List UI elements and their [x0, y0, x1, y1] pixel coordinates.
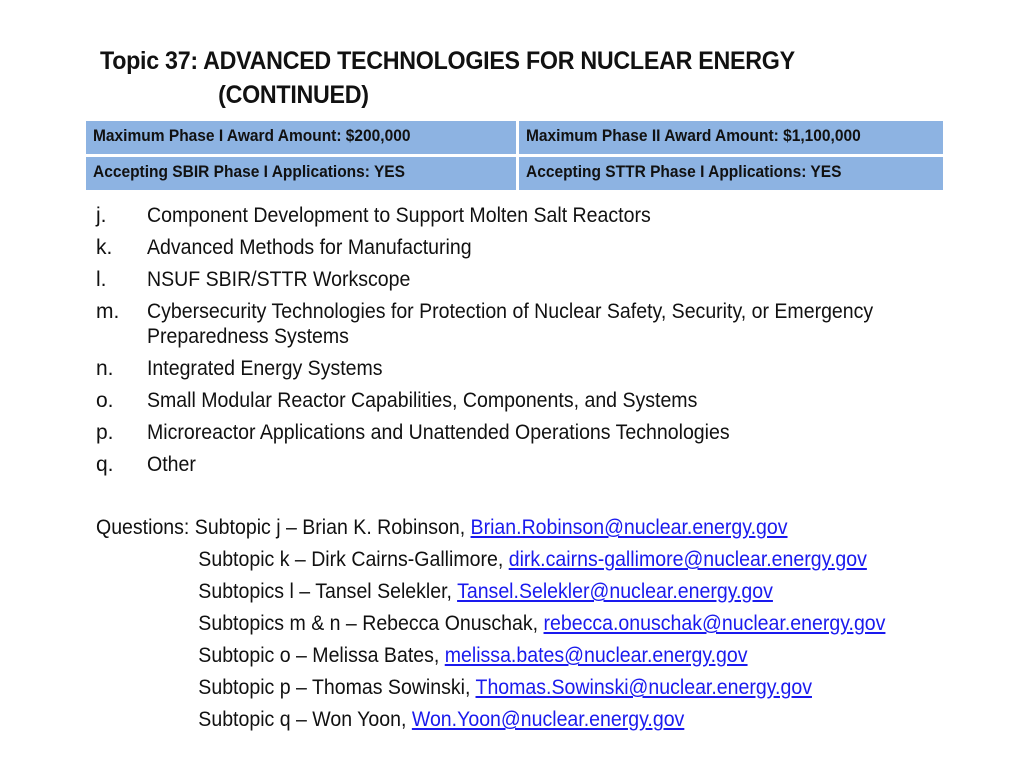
award-row-amounts	[86, 121, 943, 157]
list-item	[96, 264, 936, 296]
subtopic-letter: n.	[96, 357, 114, 380]
contact-row-q	[96, 704, 885, 736]
subtopic-letter: q.	[96, 453, 114, 476]
subtopic-text: Small Modular Reactor Capabilities, Components, and Systems	[147, 389, 698, 412]
contact-row-p	[96, 672, 885, 704]
list-item	[96, 385, 936, 417]
page-title	[100, 44, 795, 112]
contact-row-m-n	[96, 608, 885, 640]
subtopic-text: Other	[147, 453, 196, 476]
subtopic-text: Integrated Energy Systems	[147, 357, 383, 380]
contact-email-link[interactable]: Thomas.Sowinski@nuclear.energy.gov	[475, 676, 812, 699]
subtopic-text: NSUF SBIR/STTR Workscope	[147, 268, 411, 291]
contact-row-k	[96, 544, 885, 576]
sttr-accepting-cell	[519, 157, 943, 193]
subtopic-letter: p.	[96, 421, 114, 444]
contact-subtopic: Subtopics l – Tansel Selekler,	[198, 580, 452, 603]
contact-subtopic: Subtopic p – Thomas Sowinski,	[198, 676, 471, 699]
subtopic-letter: l.	[96, 268, 107, 291]
contact-subtopic: Subtopics m & n – Rebecca Onuschak,	[198, 612, 539, 635]
subtopic-text: Component Development to Support Molten Salt Reactors	[147, 204, 651, 227]
contact-email-link[interactable]: Brian.Robinson@nuclear.energy.gov	[470, 516, 788, 539]
contact-subtopic: Subtopic q – Won Yoon,	[198, 708, 407, 731]
list-item	[96, 200, 936, 232]
contact-subtopic: Subtopic k – Dirk Cairns-Gallimore,	[198, 548, 504, 571]
questions-section	[96, 512, 945, 736]
subtopic-text: Advanced Methods for Manufacturing	[147, 236, 472, 259]
list-item	[96, 232, 936, 264]
contact-row-l	[96, 576, 885, 608]
title-prefix: Topic 37:	[100, 47, 198, 75]
phase2-award-cell	[519, 121, 943, 157]
contact-email-link[interactable]: rebecca.onuschak@nuclear.energy.gov	[543, 612, 886, 635]
phase1-award-cell	[86, 121, 519, 157]
title-line1: ADVANCED TECHNOLOGIES FOR NUCLEAR ENERGY	[203, 47, 795, 75]
list-item	[96, 449, 936, 481]
list-item	[96, 296, 936, 353]
award-info-table	[86, 121, 943, 193]
contact-email-link[interactable]: melissa.bates@nuclear.energy.gov	[444, 644, 748, 667]
questions-label: Questions:	[96, 516, 190, 539]
award-row-applications	[86, 157, 943, 193]
sbir-accepting-text: Accepting SBIR Phase I Applications: YES	[93, 163, 406, 181]
sttr-accepting-text: Accepting STTR Phase I Applications: YES	[526, 163, 842, 181]
subtopic-letter: k.	[96, 236, 113, 259]
subtopic-letter: j.	[96, 204, 107, 227]
list-item	[96, 353, 936, 385]
contact-email-link[interactable]: Tansel.Selekler@nuclear.energy.gov	[457, 580, 773, 603]
subtopic-list	[96, 200, 936, 481]
contact-subtopic: Subtopic j – Brian K. Robinson,	[194, 516, 466, 539]
subtopic-text: Cybersecurity Technologies for Protection of Nuclear Safety, Security, or Emergency Preparedness Systems	[147, 300, 874, 348]
sbir-accepting-cell	[86, 157, 519, 193]
subtopic-text: Microreactor Applications and Unattended Operations Technologies	[147, 421, 730, 444]
contact-subtopic: Subtopic o – Melissa Bates,	[198, 644, 440, 667]
subtopic-letter: m.	[96, 300, 120, 323]
contact-row-o	[96, 640, 885, 672]
phase2-award-text: Maximum Phase II Award Amount: $1,100,000	[526, 127, 861, 145]
list-item	[96, 417, 936, 449]
contact-email-link[interactable]: dirk.cairns-gallimore@nuclear.energy.gov	[508, 548, 867, 571]
title-line2: (CONTINUED)	[218, 81, 369, 109]
contact-row-j	[96, 512, 885, 544]
phase1-award-text: Maximum Phase I Award Amount: $200,000	[93, 127, 411, 145]
contact-email-link[interactable]: Won.Yoon@nuclear.energy.gov	[411, 708, 685, 731]
subtopic-letter: o.	[96, 389, 114, 412]
